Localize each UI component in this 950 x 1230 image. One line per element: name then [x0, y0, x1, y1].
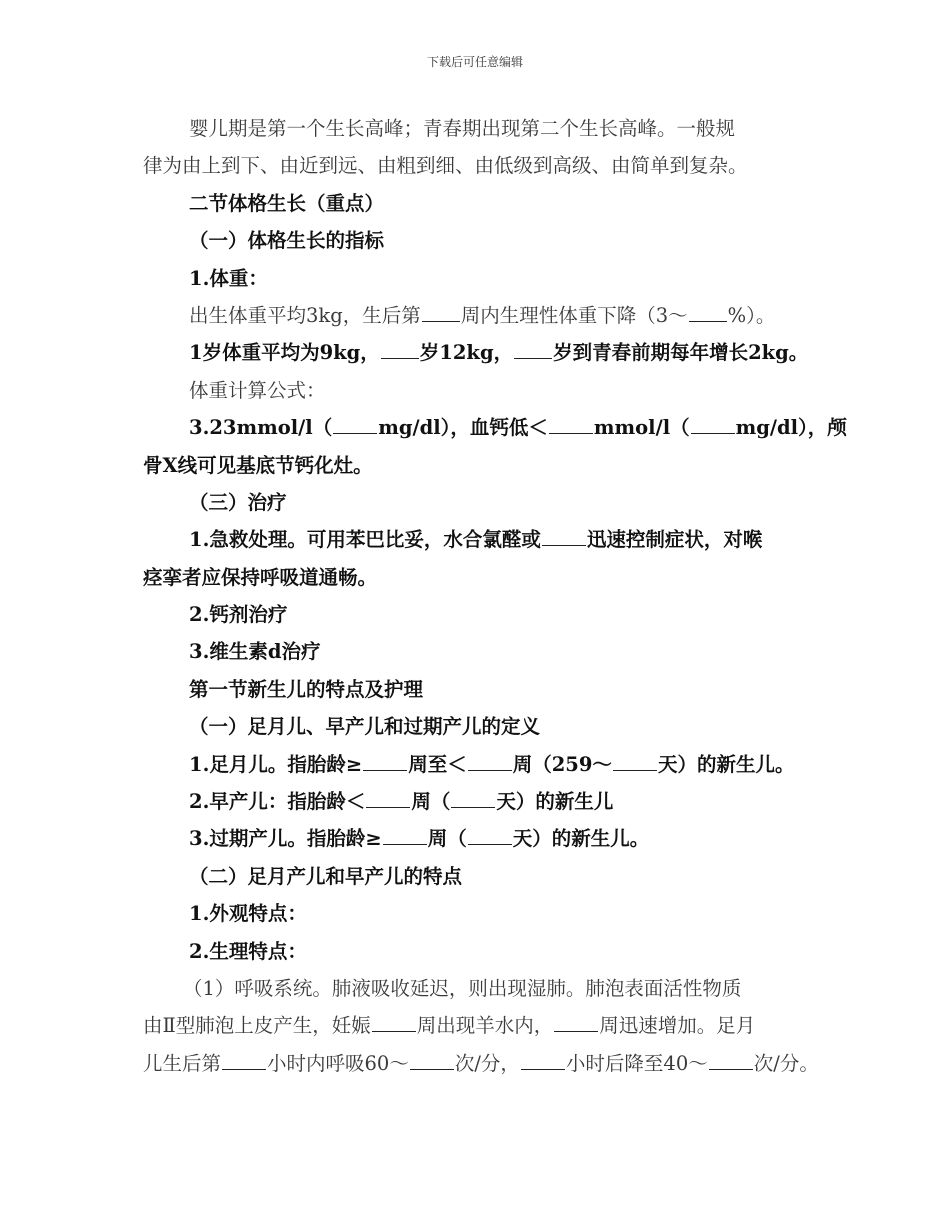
- item-heading: 2.生理特点：: [189, 939, 307, 963]
- document-body: [143, 110, 847, 1082]
- text-segment: 周迅速增加。足月: [599, 1014, 756, 1038]
- text-segment: 天）的新生儿。: [657, 752, 795, 776]
- paragraph-line: [143, 297, 813, 334]
- text-segment: 1.急救处理。可用苯巴比妥，水合氯醛或: [189, 528, 541, 552]
- text-segment: 2.早产儿：指胎龄＜: [189, 790, 366, 814]
- text-segment: 小时内呼吸60～: [267, 1051, 409, 1075]
- text-segment: 1.足月儿。指胎龄≥: [189, 752, 363, 776]
- fill-blank: [410, 1051, 454, 1070]
- fill-blank: [689, 303, 727, 322]
- paragraph-line: [143, 1045, 819, 1082]
- text-segment: mmol/l（: [593, 416, 690, 440]
- text-segment: 儿生后第: [143, 1051, 222, 1075]
- fill-blank: [372, 1014, 416, 1033]
- list-item: [143, 783, 813, 820]
- text-segment: 次/分，: [454, 1051, 520, 1075]
- fill-blank: [363, 752, 407, 771]
- text-segment: mg/dl），血钙低＜: [378, 416, 548, 440]
- fill-blank: [422, 303, 460, 322]
- text-segment: 由Ⅱ型肺泡上皮产生，妊娠: [143, 1014, 371, 1038]
- fill-blank: [521, 1051, 565, 1070]
- page-header: 下载后可任意编辑: [426, 55, 523, 69]
- text-segment: 3.23mmol/l（: [189, 416, 333, 440]
- fill-blank: [468, 827, 512, 846]
- text-segment: mg/dl），颅: [735, 416, 847, 440]
- fill-blank: [709, 1051, 753, 1070]
- fill-blank: [542, 528, 586, 547]
- paragraph-line: [143, 1007, 813, 1044]
- list-item: [143, 820, 813, 857]
- subsection-heading: （三）治疗: [189, 490, 287, 514]
- text-segment: 周（259～: [512, 752, 612, 776]
- paragraph-line: （1）呼吸系统。肺液吸收延迟，则出现湿肺。肺泡表面活性物质: [183, 976, 742, 1000]
- fill-blank: [383, 827, 427, 846]
- text-segment: 周出现羊水内，: [416, 1014, 554, 1038]
- list-item: 2.钙剂治疗: [189, 603, 288, 627]
- text-segment: 岁到青春前期每年增长2kg。: [553, 341, 809, 365]
- fill-blank: [554, 1014, 598, 1033]
- text-segment: 周（: [427, 827, 467, 851]
- text-segment: 1岁体重平均为9kg，: [189, 341, 380, 365]
- list-item: 3.维生素d治疗: [189, 640, 321, 664]
- text-segment: 周内生理性体重下降（3～: [460, 303, 688, 327]
- paragraph-line: 骨X线可见基底节钙化灶。: [143, 453, 373, 477]
- paragraph-line: [143, 521, 813, 558]
- text-segment: 迅速控制症状，对喉: [586, 528, 763, 552]
- paragraph-line: 体重计算公式：: [189, 378, 326, 402]
- paragraph-line: [143, 409, 847, 446]
- fill-blank: [514, 341, 552, 360]
- paragraph-line: 律为由上到下、由近到远、由粗到细、由低级到高级、由简单到复杂。: [143, 154, 748, 178]
- section-heading: 二节体格生长（重点）: [189, 191, 385, 215]
- fill-blank: [613, 752, 657, 771]
- item-heading: 1.外观特点：: [189, 902, 307, 926]
- text-segment: 天）的新生儿。: [512, 827, 650, 851]
- paragraph-line: 婴儿期是第一个生长高峰；青春期出现第二个生长高峰。一般规: [189, 117, 736, 140]
- text-segment: 周（: [411, 790, 451, 814]
- paragraph-line: [143, 334, 813, 371]
- text-segment: 岁12kg，: [419, 341, 514, 365]
- fill-blank: [381, 341, 419, 360]
- subsection-heading: （一）体格生长的指标: [189, 229, 385, 253]
- text-segment: 周至＜: [408, 752, 467, 776]
- text-segment: 天）的新生儿: [496, 790, 614, 814]
- text-segment: 出生体重平均3kg，生后第: [189, 303, 421, 327]
- fill-blank: [549, 416, 593, 435]
- fill-blank: [468, 752, 512, 771]
- section-heading: 第一节新生儿的特点及护理: [189, 677, 424, 701]
- text-segment: %）。: [727, 303, 776, 327]
- list-item: [143, 746, 813, 783]
- fill-blank: [691, 416, 735, 435]
- text-segment: 小时后降至40～: [565, 1051, 708, 1075]
- fill-blank: [451, 789, 495, 808]
- fill-blank: [366, 789, 410, 808]
- subsection-heading: （一）足月儿、早产儿和过期产儿的定义: [189, 715, 541, 739]
- fill-blank: [222, 1051, 266, 1070]
- text-segment: 次/分。: [753, 1051, 819, 1075]
- item-heading: 1.体重：: [189, 266, 268, 290]
- paragraph-line: 痉挛者应保持呼吸道通畅。: [143, 565, 378, 589]
- subsection-heading: （二）足月产儿和早产儿的特点: [189, 864, 463, 888]
- text-segment: 3.过期产儿。指胎龄≥: [189, 827, 382, 851]
- fill-blank: [333, 416, 377, 435]
